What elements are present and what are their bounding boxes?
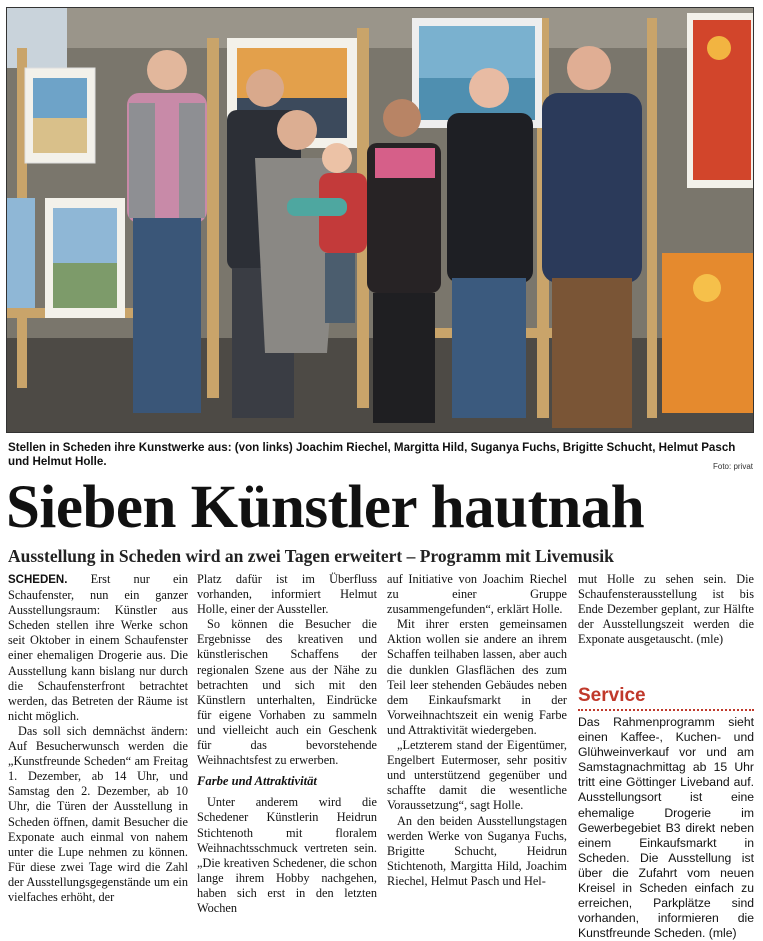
subheadline: Ausstellung in Scheden wird an zwei Tagen erweitert – Programm mit Livemusik [8,546,614,566]
service-divider [578,709,754,711]
service-text: Das Rahmenprogramm sieht einen Kaffee-, Kuchen- und Glühweinverkauf vor und am Samstagnachmittag ab 15 Uhr tritt eine Göttinger Liveband auf. Ausstellungsort ist eine ehemalige Drogerie im Gewerbegebiet B3 direkt neben einem Einkaufsmarkt in Scheden. Die Ausstellung ist über die Zufahrt vom neuen Kreisel in Scheden einfach zu erreichen, Parkplätze sind vorhanden, informieren die Kunstfreunde Scheden. (mle) [578,715,754,941]
article-paragraph: Das soll sich demnächst ändern: Auf Besucherwunsch werden die „Kunstfreunde Scheden“ am Freitag 1. Dezember, ab 14 Uhr, und Samstag den 2. Dezember, ab 10 Uhr, die Türen der Ausstellung in Scheden öffnen, damit Besucher die Exponate auch einmal von nahem unter die Lupe nehmen zu können. Für diese zwei Tage wird die Zahl der Ausstellungsgegenstände um ein vielfaches erhöht, der [8,723,188,904]
section-heading: Farbe und Attraktivität [197,774,317,789]
article-paragraph [8,572,188,724]
article-column-3 [387,572,567,889]
article-paragraph: So können die Besucher die Ergebnisse des kreativen und künstlerischen Schaffens der regionalen Szene aus der Nähe zu betrachten und sich mit den Künstlern unterhalten, Eindrücke für eigene Vorhaben zu sammeln und vielleicht auch ein Geschenk für das bevorstehende Weihnachtsfest zu erwerben. [197,617,377,768]
photo-caption: Stellen in Scheden ihre Kunstwerke aus: (von links) Joachim Riechel, Margitta Hild, Suganya Fuchs, Brigitte Schucht, Helmut Pasch und Helmut Holle. [8,441,736,468]
article-paragraph: An den beiden Ausstellungstagen werden Werke von Suganya Fuchs, Brigitte Schucht, Heidrun Stichtenoth, Margitta Hild, Joachim Riechel, Helmut Pasch und Hel- [387,813,567,888]
group-photo-illustration [7,8,754,433]
article-paragraph: „Letzterem stand der Eigentümer, Engelbert Eutermoser, sehr positiv und unterstützend gegenüber und schaffte damit die wesentliche Voraussetzung“, sagt Holle. [387,738,567,813]
article-column-2 [197,572,377,916]
dateline: SCHEDEN. [8,574,68,586]
service-box [578,685,754,941]
paragraph-text: Erst nur ein Schaufenster, nun ein ganzer Ausstellungsraum: Künstler aus Scheden stellen ihre Werke schon seit Oktober in einem Schaufenster einer ehemaligen Drogerie aus. Die Ausstellung kann bislang nur durch die Schaufensterfront betrachtet werden, das Betreten der Räume ist nicht möglich. [8,572,189,723]
article-paragraph: mut Holle zu sehen sein. Die Schaufensterausstellung ist bis Ende Dezember geplant, zur Hälfte der Ausstellungszeit werden die Exponate ausgetauscht. (mle) [578,572,754,647]
article-paragraph: auf Initiative von Joachim Riechel zu einer Gruppe zusammengefunden“, erklärt Holle. [387,572,567,617]
service-title: Service [578,685,646,706]
article-column-1 [8,572,188,905]
group-photo [6,7,754,433]
headline: Sieben Künstler hautnah [6,474,645,541]
photo-credit: Foto: privat [712,462,753,471]
article-paragraph: Unter anderem wird die Schedener Künstlerin Heidrun Stichtenoth mit floralem Weihnachtsschmuck vertreten sein. „Die kreativen Schedener, die schon lange ihrem Hobby nachgehen, haben sich erst in den letzten Wochen [197,795,377,915]
article-paragraph: Platz dafür ist im Überfluss vorhanden, informiert Helmut Holle, einer der Aussteller. [197,572,377,617]
article-paragraph: Mit ihrer ersten gemeinsamen Aktion wollen sie andere an ihrem Schaffen teilhaben lassen, aber auch die dunklen Glasflächen des zum Teil leer stehenden Gebäudes neben dem Einkaufsmarkt in der Vorweihnachtszeit ein wenig Farbe und Attraktivität wiedergeben. [387,617,567,737]
article-column-4 [578,572,754,647]
